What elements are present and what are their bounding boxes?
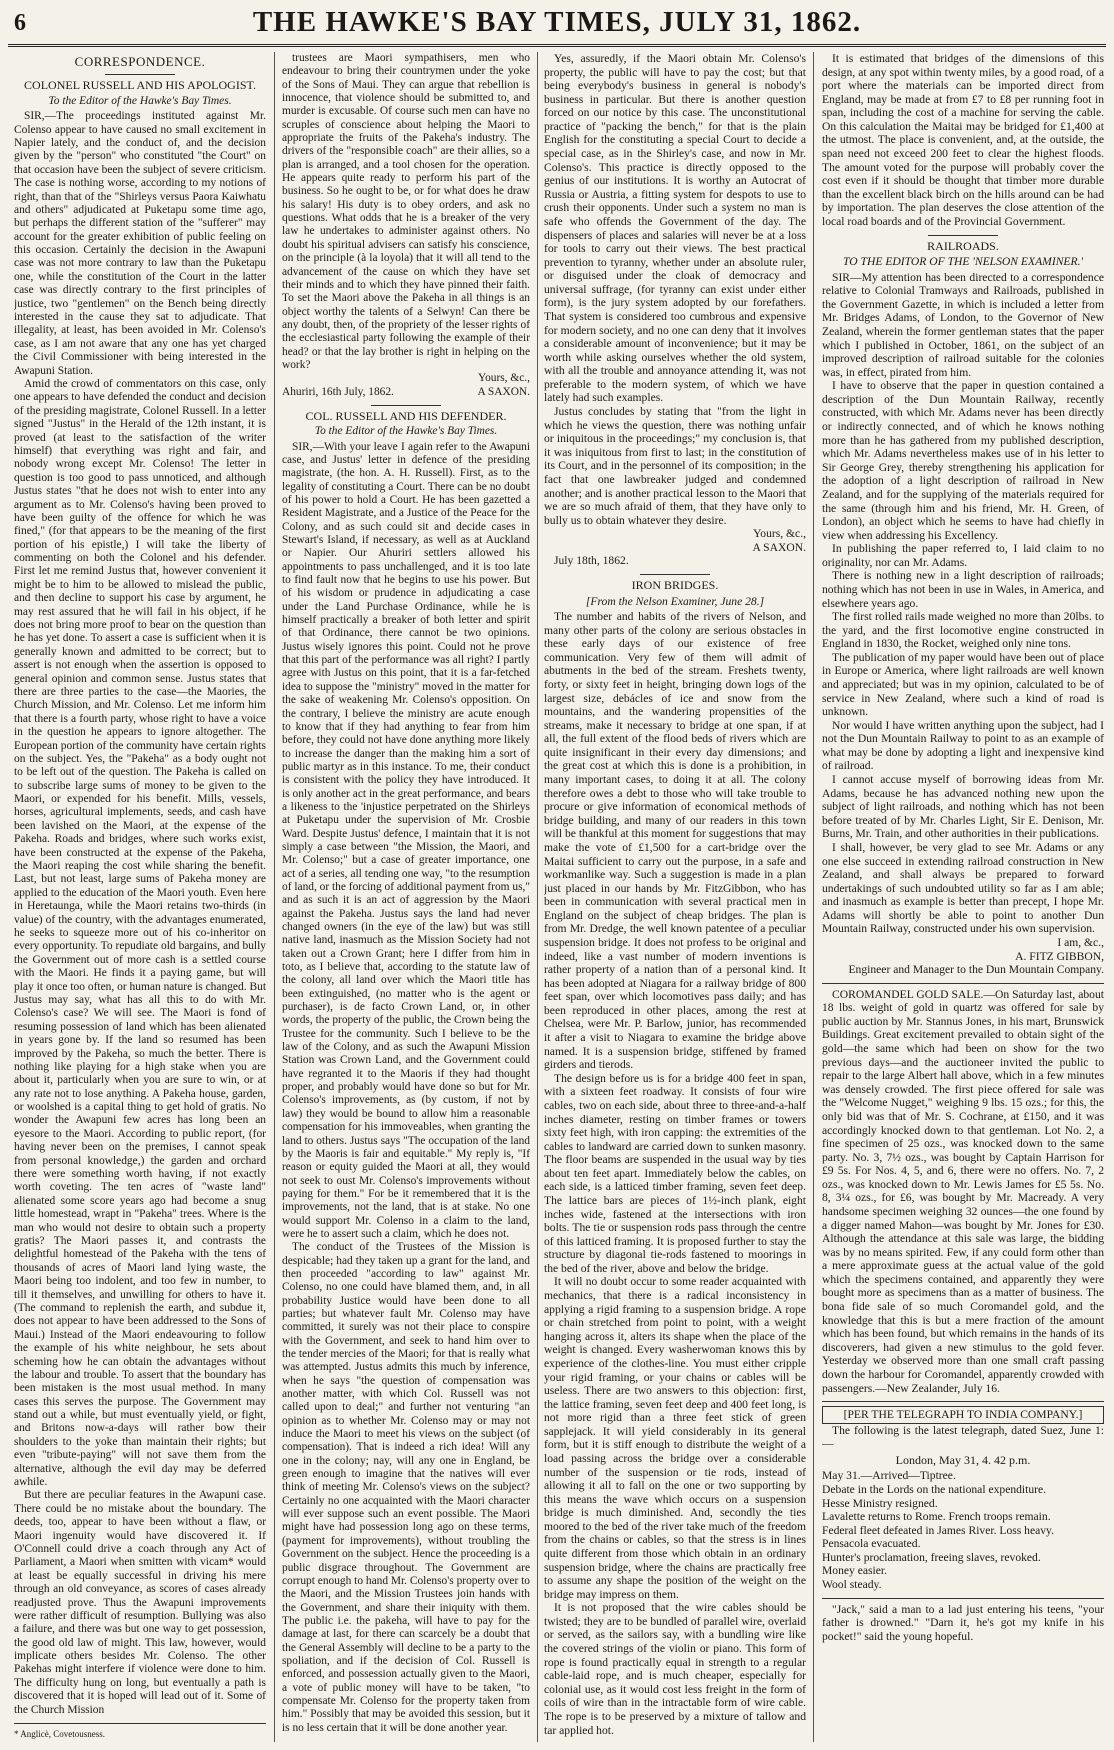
paragraph: SIR,—The proceedings instituted against Mr. Colenso appear to have caused no small excitement in Napier lately, and the conduct of, and the decision given by the "person" who constituted "the Court" on that occasion have been the subject of severe criticism. The case is nothing worse, according to my notions of right, than that of the "Shirleys versus Paora Kaiwhatu and others" adjudicated at Puketapu some time ago, but perhaps the different station of the "sufferer" may account for the greater exhibition of public feeling on this occasion. Certainly the decision in the Awapuni case was not more contrary to law than the Puketapu one, while the constitution of the Court in the latter case was directly contrary to the first principles of justice, two "gentlemen" on the Bench being directly interested in the cause they sat to adjudicate. That illegality, at least, has been avoided in Mr. Colenso's case, as I am not aware that any one has yet charged the Civil Commissioner with being interested in the Awapuni Station. [14,110,266,377]
source-line: [From the Nelson Examiner, June 28.] [585,594,765,608]
column-rule [274,52,275,1742]
footnote: * Anglicè, Covetousness. [14,1729,105,1740]
letter-dateline [282,386,530,399]
paragraph: In publishing the paper referred to, I laid claim to no originality, nor can Mr. Adams. [822,542,1104,569]
divider [822,983,1104,984]
letter-author-title: Engineer and Manager to the Dun Mountain Company. [848,963,1104,977]
footnote-rule [14,1723,266,1724]
newspaper-title: THE HAWKE'S BAY TIMES, JULY 31, 1862. [252,6,862,38]
paragraph: I shall, however, be very glad to see Mr. Adams or any one else succeed in extending railroad construction in New Zealand, and shall always be prepared to forward undertakings of such undoubted utility so far as I am able; and inasmuch as example is better than precept, I hope Mr. Adams will shortly be able to point to another Dun Mountain Railway, constructed under his own supervision. [822,840,1104,936]
column-rule [537,52,538,1742]
article-heading: COLONEL RUSSELL AND HIS APOLOGIST. [24,78,256,93]
paragraph: I cannot accuse myself of borrowing ideas from Mr. Adams, because he has advanced nothing new upon the subject of light railroads, and nothing which has not been before treated of by Mr. Charles Light, Sir E. Denison, Mr. Burns, Mr. Train, and other authorities in their publications. [822,773,1104,841]
letter-author: A SAXON. [477,385,530,398]
telegraph-list [822,1469,1104,1591]
paragraph: The conduct of the Trustees of the Mission is despicable; had they taken up a grant for the land, and then proceeded "according to law" against Mr. Colenso, no one could have blamed them, and, in all probability Justice would have been done to all parties; but whatever fault Mr. Colenso may have committed, it surely was not their place to conspire with the Government, and seek to hand him over to the tender mercies of the Maori; for that is really what was attempted. Justus admits this much by inference, when he says "the question of compensation was another matter, with which Col. Russell was not called upon to deal;" and further not venturing "an opinion as to whether Mr. Colenso may or may not induce the Maori to meet his views on the subject (of compensation). That is indeed a rich idea! Will any one in the colony; nay, will any one in England, be green enough to imagine that the natives will ever think of meeting Mr. Colenso's views on the subject? Certainly no one acquainted with the Maori character will ever suppose such an event possible. The Maori might have had possession long ago on these terms, (payment for improvements), without troubling the Government on the subject. Hence the proceeding is a public disgrace throughout. The Government are corrupt enough to hand Mr. Colenso's property over to the Maori, and the Mission Trustees join hands with the Government, and share their iniquity with them. The public i.e. the pakeha, will have to pay for the damage at last, for there can scarcely be a doubt that the General Assembly will decline to be a party to the spoliation, and if the decision of Col. Russell is enforced, and possession actually given to the Maori, a vote of public money will have to be taken, "to compensate Mr. Colenso for the property taken from him." Possibly that may be avoided this session, but it is no less certain that it will be done another year. [282,1241,530,1734]
telegraph-item: Hesse Ministry resigned. [822,1496,938,1510]
section-heading: CORRESPONDENCE. [74,54,206,69]
article-heading: IRON BRIDGES. [631,577,719,592]
paragraph: There is nothing new in a light description of railroads; nothing which has not been in use in Wales, in America, and elsewhere years ago. [822,569,1104,610]
telegraph-item: Pensacola evacuated. [822,1537,921,1551]
paragraph: Nor would I have written anything upon the subject, had I not the Dun Mountain Railway to point to as an example of what may be done by adopting a light and inexpensive kind of railroad. [822,718,1104,773]
paragraph: SIR,—With your leave I again refer to the Awapuni case, and Justus' letter in defence of the presiding magistrate, (the hon. A. H. Russell). First, as to the legality of constituting a Court. There can be no doubt of his power to hold a Court. He has been gazetted a Resident Magistrate, and a Justice of the Peace for the Colony, and as such could sit and decide cases in Stewart's Island, if necessary, as well as at Auckland or Napier. Our Ahuriri settlers allowed his appointments to pass unchallenged, and it is too late to find fault now that he begins to use his power. But of his wisdom or prudence in adjudicating a case under the Land Purchase Ordinance, while he is himself practically a breaker of both letter and spirit of that Ordinance, there cannot be two opinions. Justus wisely ignores this point. Could not he prove that this part of the performance was all right? I partly agree with Justus on this point, that it is a far-fetched idea to suppose the "ministry" moved in the matter for the sake of weakening Mr. Colenso's opposition. On the contrary, I believe the ministry are acute enough to know that if they had anything to fear from him before, they could not have done anything more likely to increase the danger than the making him a sort of public martyr as in this instance. To me, their conduct is consistent with the policy they have introduced. It is only another act in the great performance, and bears a likeness to the 'injustice perpetrated on the Shirleys at Puketapu under the supervision of Mr. Crosbie Ward. Despite Justus' defence, I maintain that it is not simply a case between "the Mission, the Maori, and Mr. Colenso;" but a case of greater importance, one act of a series, all tending one way, "to the resumption of land, or the forcing of additional payment from us," and as such it is an act of aggression by the Maori against the Pakeha. Justus says the land had never changed owners (in the eye of the law) but was still native land, inasmuch as the Mission Society had not taken out a Crown Grant; here I differ from him in toto, as I believe that, according to the statute law of the colony, all land over which the Maori title has been extinguished, (no matter who is the agent or purchaser), is de facto Crown Land, or, in other words, the property of the public, the Crown being the Trustee for the community. Such I believe to be the law of the Colony, and as such the Awapuni Mission Station was Crown Land, and the Government could have regranted it to the Maoris if they had thought proper, and probably would have done so but for Mr. Colenso's improvements, as (by custom, if not by law) they would be bound to allow him a reasonable compensation for his immoveables, when granting the land to others. Justus says "The occupation of the land by the Maoris is fair and equitable." My reply is, "If reason or equity guided the Maori at all, they would not seek to oust Mr. Colenso's improvements without paying for them." For be it remembered that it is the improvements, not the land, that is at stake. No one would support Mr. Colenso in a claim to the land, were he to assert such a claim, which he does not. [282,440,530,1240]
divider [822,1401,1104,1402]
telegraph-item: Lavalette returns to Rome. French troops remain. [822,1510,1051,1524]
column-1 [14,52,266,1744]
divider [640,574,710,575]
page-number: 6 [14,10,26,36]
paragraph: It is estimated that bridges of the dimensions of this design, at any spot within twenty miles, by a good road, of a port where the materials can be imported direct from England, may be made at from £7 to £8 per running foot in span, including the cost of a machine for serving the cable. On this calculation the Maitai may be bridged for £1,400 at the utmost. The place is convenient, and, at the outside, the span need not exceed 200 feet to clear the highest floods. The amount voted for the purpose will probably cover the cost even if it should be thought that timber more durable than the excellent black birch on the hills around can be had by importation. The plan deserves the close attention of the local road boards and of the Provincial Government. [822,52,1104,228]
paragraph: It will no doubt occur to some reader acquainted with mechanics, that there is a radical inconsistency in applying a rigid framing to a suspension bridge. A rope or chain stretched from point to point, with a weight hanging across it, alters its shape when the place of the weight is changed. Every washerwoman knows this by experience of the clothes-line. You must either cripple your rigid framing, or your chains or cables will be useless. There are two answers to this objection: first, the lattice framing, seven feet deep and 400 feet long, is not more rigid than a three feet stick of green sapplejack. It will yield considerably in its general form, but it is stiff enough to distribute the weight of a load passing across the bridge over a considerable number of the suspension or tie rods, instead of allowing it all to fall on the one or two supporting by this means the wave which occurs on a suspension bridge is much diminished. And, secondly the ties moored to the bed of the river take much of the freedom from the chains or cables, so that the stress is in lines quite different from those which obtain in an ordinary suspension bridge, where the chains are practically free to assume any shape the position of the weight on the bridge may impress on them. [544,1275,806,1601]
letter-signoff: Yours, &c., [753,527,806,541]
paragraph-joke: "Jack," said a man to a lad just entering his teens, "your father is drowned." "Darn it, he's got my knife in his pocket!" said the young hopeful. [822,1602,1104,1643]
letter-closing: I am, &c., [1057,936,1104,949]
telegraph-box: [PER THE TELEGRAPH TO INDIA COMPANY.] [822,1406,1104,1424]
column-2 [282,52,530,1744]
paragraph: Justus concludes by stating that "from the light in which he views the question, there was nothing unfair or iniquitous in the proceedings;" my conclusion is, that it was iniquitous from first to last; in the constitution of its Court, and in the personnel of its composition; in the fact that one lawbreaker judged and condemned another; and is another practical lesson to the Maori that we are so much afraid of them, that they have only to bully us to obtain whatever they desire. [544,405,806,527]
letter-author: A SAXON. [752,540,806,554]
paragraph: I have to observe that the paper in question contained a description of the Dun Mountain Railway, recently constructed, with which Mr. Adams never has been directly or indirectly connected, and of which he knows nothing more than he has gathered from my published description, which Mr. Adams nevertheless makes use of in his letter to Sir George Grey, thereby strengthening his application for the adoption of a light description of railroad in New Zealand, and for the supplying of the materials required for the same (through him and his friend, Mr. H. Green, of London), an object which he seems to have had chiefly in view when addressing his Excellency. [822,379,1104,542]
paragraph: The design before us is for a bridge 400 feet in span, with a sixteen feet roadway. It consists of four wire cables, two on each side, about three to three-and-a-half inches diameter, resting on timber frames or towers sixty feet high, with iron capping: the extremities of the cables to landward are carried down to sunken masonry. The floor beams are suspended in the usual way by ties about ten feet apart. Immediately below the cables, on each side, is a latticed timber framing, seven feet deep. The lattice bars are pieces of 1½-inch plank, eight inches wide, fastened at the intersections with iron bolts. The tie or suspension rods pass through the centre of this latticed framing. It is proposed further to stay the structure by diagonal tie-rods fastened to moorings in the bed of the river, above and below the bridge. [544,1071,806,1275]
telegraph-item: Hunter's proclamation, freeing slaves, revoked. [822,1550,1041,1564]
letter-author: A. FITZ GIBBON, [1015,949,1104,963]
letter-date: July 18th, 1862. [554,554,629,568]
column-3 [544,52,806,1744]
divider [822,1598,1104,1599]
paragraph: Amid the crowd of commentators on this case, only one appears to have defended the conduct and decision of the presiding magistrate, Colonel Russell. In a letter signed "Justus" in the Herald of the 12th instant, it is proved (at least to the satisfaction of the writer himself) that everything was right and fair, and nobody wrong except Mr. Colenso! The letter in question is too good to pass unnoticed, and although Justus states "that he does not wish to enter into any argument as to Mr. Colenso's having been proved to have been guilty of the offence for which he was fined," (for that appears to be the meaning of the first portion of his epistle,) I will take the liberty of commenting on both the Colonel and his defender. First let me remind Justus that, however convenient it might be to him to be allowed to mislead the public, and then decline to support his case by argument, he may rest assured that he will fail in his object, if he does not bring more proof to bear on the question than he has yet done. To assert a case is sufficient when it is generally known and admitted to be correct; but to assert is not enough when the assertion is opposed to general opinion and common sense. Justus states that there are three parties to the case—the Maories, the Church Mission, and Mr. Colenso. Let me inform him that there is a fourth party, whose right to have a voice in the question he appears to ignore altogether. The European portion of the community have certain rights on the subject. Yes, the "Pakeha" as a body ought not to be left out of the question. The Pakeha is called on to subscribe large sums of money to be given to the Maori, or expended for his benefit. Mills, vessels, horses, agricultural implements, seeds, and cash have been lavished on the Maori, at the expense of the Pakeha. Roads and bridges, where such works exist, have been constructed at the expense of the Pakeha, the Maori reaping the cost while sharing the benefit. Last, but not least, large sums of Pakeha money are applied to the education of the Maori youth. Even here in Heretaunga, while the Maori retains two-thirds (in value) of the country, with the advantages enumerated, he seeks to squeeze more out of his co-inheritor on every opportunity. To repudiate old bargains, and bully the Government out of more cash is a settled course with the Maori. He finds it a paying game, but will play it once too often, or human nature is changed. But Justus may say, what has all this to do with Mr. Colenso's case? We will see. The Maori is fond of resuming possession of land which has been alienated in years gone by. If the land so resumed has been improved by the Pakeha, so much the better. There is nothing like playing for a high stake when you are about it, particularly when you are sure to win, or at any rate not to lose anything. A Pakeha house, garden, or woolshed is a capital thing to get hold of gratis. No wonder the Awapuni few acres has long been an eyesore to the Maori. According to public report, (for having never been on the premises, I cannot speak from personal knowledge,) the garden and orchard there were something worth having, if not exactly worth coveting. The ten acres of "waste land" alienated some score years ago had become a snug little homestead, wrapt in "Pakeha" trees. Where is the man who would not desire to obtain such a property gratis? The Maori passes it, and contrasts the delightful homestead of the Pakeha with the tens of thousands of acres of Maori land lying waste, the Maori being too indolent, and too few in number, to till it themselves, and unwilling for others to have it. (The command to replenish the earth, and subdue it, does not appear to have been addressed to the Sons of Maui.) Instead of the Maori endeavouring to follow the example of his white neighbour, he sets about scheming how he can obtain the advantages without the labour and trouble. To assert that the boundary has been mistaken is the most usual method. In many cases this serves the purpose. The Government may stand out a while, but must eventually yield, or fight, and Britons now-a-days will rather bow their shoulders to the yoke than maintain their rights; but even "tribute-paying" will not save them from the alternative, although the evil day may be deferred awhile. [14,377,266,1489]
letter-signoff: Yours, &c., [477,372,530,385]
paragraph: Yes, assuredly, if the Maori obtain Mr. Colenso's property, the public will have to pay the cost; but that being everybody's business in general is nobody's business in particular. But there is another question forced on our notice by this case. The unconstitutional practice of "packing the bench," for that is the plain English for the constituting a special Court to decide a special case, as in the Shirley's case, and now in Mr. Colenso's. This practice is directly opposed to the genius of our institutions. It is worthy an Autocrat of Russia or Austria, a fitting system for despots to use to crush their opponents. Under such a system no man is safe who offends the Government of the day. The dispensers of places and salaries will never be at a loss for tools to carry out their views. The best practical prevention to tyranny, whether under an absolute ruler, or disguised under the cloak of democracy and universal suffrage, (for tyranny can exist under either form), is the jury system adopted by our forefathers. That system is considered too cumbrous and expensive for modern society, and no one can deny that it involves a considerable amount of inconvenience; but it may be worth while asking ourselves whether the old system, with all the trouble and annoyance attending it, was not preferable to the modern system, of which we have lately had such examples. [544,52,806,405]
paragraph-gold-sale: COROMANDEL GOLD SALE.—On Saturday last, about 18 lbs. weight of gold in quartz was offered for sale by public auction by Mr. Stannus Jones, in his mart, Brunswick Buildings. Great excitement prevailed to obtain sight of the gold—the same which had been on show for the two previous days—and the auctioneer invited the public to repair to the large Albert hall above, which in a few minutes was densely crowded. The first piece offered for sale was the "Welcome Nugget," weighing 9 lbs. 15 ozs.; for this, the only bid was that of Mr. S. Cochrane, at £150, and it was accordingly knocked down to that gentleman. Lot No. 2, a fine specimen of 25 ozs., was knocked down to the same party. No. 3, 7½ ozs., was bought by Captain Harrison for £9 5s. For Nos. 4, 5, and 6, there were no offers. No. 7, 2 ozs., was knocked down to Mr. Lewis James for £5 5s. No. 8, 3¼ ozs., for £6, was bought by Mr. Macready. A very handsome specimen weighing 32 ounces—the one found by a digger named Mahon—was bought by Mr. Jones for £30. Although the attendance at this sale was large, the bidding was by no means spirited. Few, if any could form other than a mere approximate guess at the actual value of the gold which the specimens contained, and apparently they were bought more as specimens than as a matter of business. The bona fide sale of so much Coromandel gold, and the knowledge that this is but a mere fraction of the amount which has been found, but which remains in the hands of its discoverers, had given a new stimulus to the gold fever. Yesterday we observed more than one small craft passing down the harbour for Coromandel, apparently crowded with passengers.—New Zealander, July 16. [822,987,1104,1395]
telegraph-item: Federal fleet defeated in James River. Loss heavy. [822,1523,1055,1537]
telegraph-item: Money easier. [822,1564,888,1578]
divider [371,405,441,406]
letter-place-date: Ahuriri, 16th July, 1862. [282,385,394,398]
article-heading: COL. RUSSELL AND HIS DEFENDER. [305,408,507,423]
telegraph-item: May 31.—Arrived—Tiptree. [822,1469,956,1483]
to-editor-line: To the Editor of the Hawke's Bay Times. [314,425,498,438]
column-rule [813,52,814,1742]
paragraph: It is not proposed that the wire cables should be twisted; they are to be bundled of parallel wire, overlaid or served, as the sailors say, with a bundling wire like the covered strings of the violin or piano. This form of rope is found practically equal in strength to a regular cable-laid rope, and is much cheaper, especially for colonial use, as it would cost less freight in the form of coils of wire than in the intractable form of wire cable. The rope is to be preserved by a mixture of tallow and tar applied hot. [544,1601,806,1737]
telegraph-item: Debate in the Lords on the national expenditure. [822,1482,1047,1496]
paragraph: But there are peculiar features in the Awapuni case. There could be no mistake about the boundary. The deeds, too, appear to have been without a flaw, or Maori ingenuity would have discovered it. If O'Connell could drive a coach through any Act of Parliament, a Maori when smitten with vicam* would at least be equally successful in driving his mere through an old conveyance, as scores of cases already readjusted prove. Thus the Awapuni improvements were rather difficult of resumption. Bullying was also a failure, and there was but one way to get possession, the good old law of might. This law, however, would implicate others besides Mr. Colenso. The other Pakehas might interfere if violence were done to him. The difficulty hung on long, but eventually a path is discovered that it is hoped will lead out of it. Some of the Church Mission [14,1489,266,1716]
divider [105,74,175,75]
telegraph-item: Wool steady. [822,1578,882,1592]
masthead [8,4,1106,47]
column-4 [822,52,1104,1744]
telegraph-dateline: London, May 31, 4. 42 p.m. [895,1452,1031,1467]
telegraph-intro: The following is the latest telegraph, dated Suez, June 1:— [822,1423,1104,1451]
paragraph: trustees are Maori sympathisers, men who endeavour to bring their countrymen under the yoke of the Sons of Maui. They can argue that rebellion is innocence, that violence should be submitted to, and murder is excusable. Of course such men can have no scruples of conscience about helping the Maori to appropriate the fruits of the Pakeha's industry. The drivers of the "responsible coach" are their allies, so a plan is arranged, and a tool chosen for the operation. He appears quite ready to perform his part of the business. So he ought to be, or for what does he draw his salary! His duty is to obey orders, and ask no questions. What odds that he is a breaker of the very law he undertakes to administer against others. No doubt his spiritual advisers can satisfy his conscience, on the principle (à la loyola) that it will all tend to the advancement of the cause on which they have set their minds and to which they have pinned their faith. To set the Maori above the Pakeha in all things is an object worthy the talents of a Selwyn! Can there be any doubt, then, of the propriety of the lesser rights of the ecclesiastical party following the example of their head? or that the lay brother is right in helping on the work? [282,52,530,371]
paragraph: The first rolled rails made weighed no more than 20lbs. to the yard, and the first locomotive engine constructed in England in 1830, the Rocket, weighed only nine tons. [822,610,1104,651]
paragraph: The number and habits of the rivers of Nelson, and many other parts of the colony are serious obstacles in these early days of our existence of free communication. Very few of them will admit of abutments in the bed of the stream. Freshets twenty, forty, or sixty feet in height, bringing down logs of the largest size, debácles of ice and snow from the mountains, and the wandering propensities of the streams, make it necessary to bridge at one span, if at all, the full extent of the flood beds of rivers which are quite insignificant in their every day dimensions; and the great cost at which this is done is a prohibition, in many important cases, to doing it at all. The colony therefore owes a debt to those who will take trouble to procure or give information of economical methods of bridge building, and many of our readers in this town will be thankful at this moment for suggestions that may make the vote of £1,500 for a cart-bridge over the Maitai sufficient to carry out the purpose, in a safe and workmanlike way. Such a suggestion is made in a plan just placed in our hands by Mr. FitzGibbon, who has been in communication with several practical men in England on the subject of cheap bridges. The plan is from Mr. Dredge, the well known patentee of a peculiar suspension bridge. It does not profess to be original and indeed, like a vast number of modern inventions is rather property of a nation than of a personal kind. It has been adopted at Niagara for a railway bridge of 800 feet span, over which locomotives pass daily; and has been reproduced in other places, among the rest at Chelsea, were Mr. P. Barlow, junior, has recommended it after a visit to Niagara to examine the bridge above named. It is a suspension bridge, stiffened by framed girders and tierods. [544,610,806,1072]
article-heading: RAILROADS. [927,238,999,253]
divider [928,235,998,236]
to-editor-line: To the Editor of the Hawke's Bay Times. [48,94,232,107]
paragraph: The publication of my paper would have been out of place in Europe or America, where light railroads are well known and appreciated; but was in my opinion, calculated to be of service in New Zealand, where such a kind of road is unknown. [822,650,1104,719]
paragraph: SIR—My attention has been directed to a correspondence relative to Colonial Tramways and Railroads, published in the Government Gazette, in which is included a letter from Mr. Bridges Adams, of London, to the Governor of New Zealand, wherein the former gentleman states that the paper which I published in October, 1861, on the subject of an improved description of railroad suitable for the colonies was, in effect, pirated from him. [822,270,1104,379]
to-editor-line: TO THE EDITOR OF THE 'NELSON EXAMINER.' [843,255,1083,269]
